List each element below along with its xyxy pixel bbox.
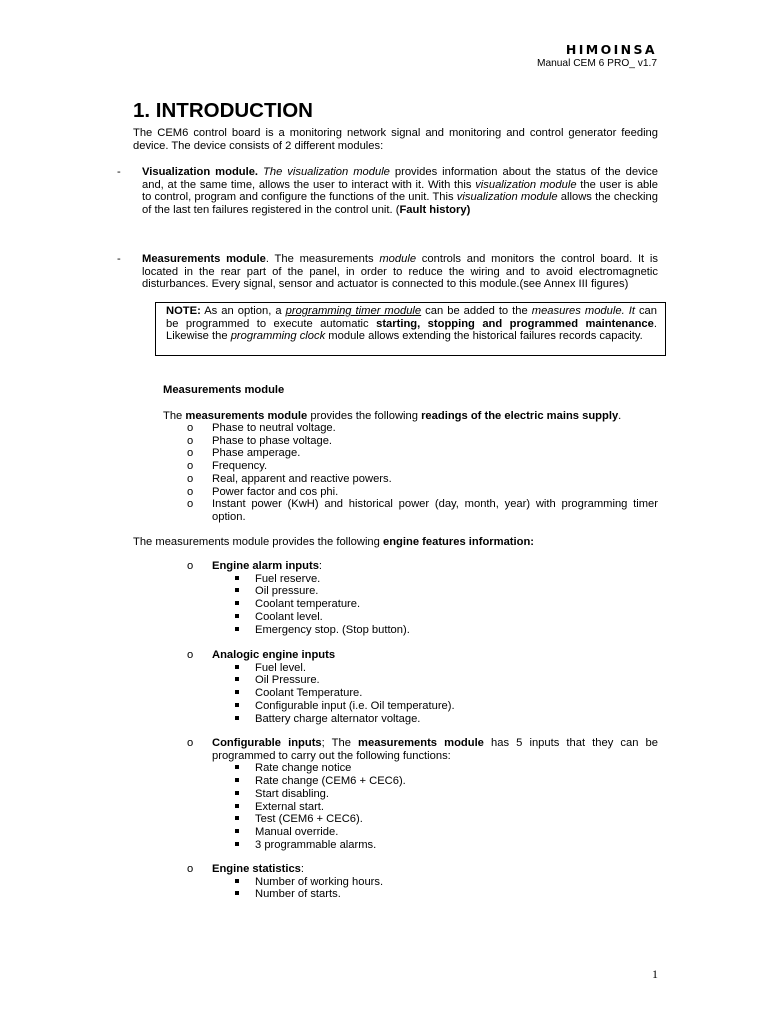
text-run: measures module. It (531, 305, 635, 317)
brand-logo: HIMOINSA (565, 42, 657, 57)
list-item (187, 498, 658, 523)
square-bullet-icon (235, 716, 239, 720)
list-item-text: Number of starts. (255, 888, 341, 901)
text-run: can be programmed to execute automatic (166, 305, 657, 330)
measurements-label: Measurements module (142, 253, 266, 265)
page-title: 1. INTRODUCTION (133, 99, 313, 122)
list-item-text: Phase amperage. (212, 447, 301, 460)
text-run: Analogic engine inputs (212, 649, 336, 661)
list-item (187, 460, 658, 473)
list-item-text: Oil pressure. (255, 585, 319, 598)
square-bullet-icon (235, 690, 239, 694)
list-item (187, 486, 658, 499)
note-label: NOTE: (166, 305, 201, 317)
text-run: Engine alarm inputs (212, 560, 319, 572)
page-number: 1 (652, 967, 658, 981)
square-bullet-icon (235, 576, 239, 580)
list-item-text: Real, apparent and reactive powers. (212, 472, 392, 485)
circle-bullet-icon: o (187, 447, 194, 460)
list-item (233, 585, 658, 598)
mains-intro (163, 410, 658, 423)
square-bullet-icon (235, 765, 239, 769)
list-item (233, 700, 658, 713)
square-bullet-icon (235, 665, 239, 669)
text-run: The (163, 410, 186, 422)
list-item (187, 447, 658, 460)
circle-bullet-icon: o (187, 649, 194, 661)
text-run: As an option, a (200, 305, 286, 317)
list-item-text: Configurable input (i.e. Oil temperature). (255, 699, 455, 712)
circle-bullet-icon: o (187, 560, 194, 572)
text-run: starting, stopping and programmed maintenance (376, 317, 654, 330)
visualization-paragraph (142, 166, 658, 217)
text-run: : (300, 863, 305, 875)
text-run: module (379, 253, 417, 265)
group-heading (187, 737, 658, 762)
engine-alarm-list (233, 573, 658, 637)
engine-intro (133, 536, 534, 549)
text-run: Engine statistics (212, 863, 301, 875)
fault-history-label: Fault history) (399, 204, 471, 217)
square-bullet-icon (235, 627, 239, 631)
text-run: visualization module (475, 178, 577, 191)
list-item (233, 775, 658, 788)
circle-bullet-icon: o (187, 498, 194, 511)
dash-marker: - (117, 253, 121, 265)
engine-statistics-list (233, 876, 658, 901)
list-item (233, 839, 658, 852)
circle-bullet-icon: o (187, 460, 194, 473)
mains-readings-list (187, 422, 658, 524)
square-bullet-icon (235, 842, 239, 846)
list-item (233, 687, 658, 700)
list-item-text: Emergency stop. (Stop button). (255, 623, 410, 636)
text-run: . Likewise the (166, 317, 657, 343)
configurable-inputs-list (233, 762, 658, 851)
text-run: readings of the electric mains supply (421, 410, 619, 422)
text-run: the user is able to control, program and configure the functions of the unit. This (142, 178, 658, 204)
list-item-text: External start. (255, 800, 325, 813)
text-run: measurements module (185, 410, 308, 422)
list-item-text: Oil Pressure. (255, 674, 320, 687)
list-item (233, 801, 658, 814)
group-heading (187, 560, 658, 573)
text-run: provides information about the status of the device and, at the same time, allows the user to interact with it. With this (142, 166, 658, 191)
square-bullet-icon (235, 614, 239, 618)
list-item (233, 713, 658, 726)
list-item-text: Coolant temperature. (255, 598, 361, 611)
list-item-text: Battery charge alternator voltage. (255, 712, 421, 725)
analogic-inputs-list (233, 662, 658, 726)
list-item (233, 662, 658, 675)
text-run: controls and monitors the control board. It is located in the rear part of the panel, in order to reduce the wiring and to avoid electromagnetic disturbances. Every signal, sensor and actuator is connected to this module.(see Annex III figures) (142, 253, 658, 291)
list-item (233, 876, 658, 889)
square-bullet-icon (235, 778, 239, 782)
engine-alarm-group (187, 560, 658, 636)
list-item-text: Manual override. (255, 825, 339, 838)
square-bullet-icon (235, 601, 239, 605)
list-item-text: Power factor and cos phi. (212, 485, 339, 498)
text-run: The visualization module (263, 166, 390, 178)
text-run: has 5 inputs that they can be programmed to carry out the following functions: (212, 737, 658, 762)
visualization-label: Visualization module. (142, 166, 259, 178)
list-item-text: Test (CEM6 + CEC6). (255, 813, 363, 826)
list-item-text: Fuel level. (255, 661, 306, 674)
square-bullet-icon (235, 829, 239, 833)
square-bullet-icon (235, 879, 239, 883)
circle-bullet-icon: o (187, 434, 194, 447)
list-item-text: Rate change notice (255, 762, 352, 775)
programming-timer-link[interactable]: programming timer module (285, 305, 422, 317)
text-run: Configurable inputs (212, 737, 322, 749)
list-item (233, 888, 658, 901)
list-item-text: 3 programmable alarms. (255, 838, 377, 851)
list-item-text: Instant power (KwH) and historical power (day, month, year) with programming timer option. (212, 498, 658, 523)
intro-paragraph: The CEM6 control board is a monitoring network signal and monitoring and control generator feeding device. The device consists of 2 different modules: (133, 127, 658, 152)
manual-version: Manual CEM 6 PRO_ v1.7 (536, 58, 657, 69)
list-item (233, 611, 658, 624)
list-item (233, 813, 658, 826)
group-heading (187, 649, 658, 662)
engine-statistics-group (187, 863, 658, 901)
list-item-text: Coolant Temperature. (255, 687, 363, 700)
circle-bullet-icon: o (187, 422, 194, 434)
list-item (233, 598, 658, 611)
square-bullet-icon (235, 677, 239, 681)
list-item-text: Phase to phase voltage. (212, 434, 333, 447)
dash-marker: - (117, 166, 121, 178)
list-item (233, 826, 658, 839)
list-item (187, 473, 658, 486)
configurable-inputs-group (187, 737, 658, 851)
list-item-text: Number of working hours. (255, 875, 384, 888)
note-box (155, 302, 666, 356)
square-bullet-icon (235, 703, 239, 707)
list-item (187, 422, 658, 435)
text-run: visualization module (456, 191, 558, 204)
square-bullet-icon (235, 588, 239, 592)
text-run: ; The (321, 737, 359, 749)
text-run: : (318, 560, 323, 572)
square-bullet-icon (235, 804, 239, 808)
list-item (233, 624, 658, 637)
square-bullet-icon (235, 816, 239, 820)
text-run: . The measurements (265, 253, 380, 265)
list-item-text: Fuel reserve. (255, 572, 321, 585)
text-run: engine features information: (382, 536, 535, 548)
list-item-text: Start disabling. (255, 787, 330, 800)
list-item (233, 762, 658, 775)
text-run: . (618, 410, 622, 422)
section-heading: Measurements module (163, 384, 285, 396)
text-run: module allows extending the historical failures records capacity. (325, 330, 643, 343)
square-bullet-icon (235, 791, 239, 795)
list-item-text: Coolant level. (255, 610, 323, 623)
text-run: can be added to the (421, 305, 532, 317)
measurements-paragraph (142, 253, 658, 291)
text-run: provides the following (307, 410, 422, 422)
square-bullet-icon (235, 891, 239, 895)
text-run: programming clock (230, 330, 326, 343)
list-item-text: Rate change (CEM6 + CEC6). (255, 775, 406, 788)
list-item (233, 788, 658, 801)
text-run: measurements module (358, 737, 484, 749)
text-run: allows the checking of the last ten failures registered in the control unit. ( (142, 191, 658, 217)
circle-bullet-icon: o (187, 472, 194, 485)
group-heading (187, 863, 658, 876)
circle-bullet-icon: o (187, 863, 194, 875)
text-run: The measurements module provides the following (133, 536, 383, 548)
list-item-text: Frequency. (212, 460, 268, 473)
list-item (233, 573, 658, 586)
circle-bullet-icon: o (187, 737, 194, 749)
list-item-text: Phase to neutral voltage. (212, 422, 336, 434)
list-item (187, 435, 658, 448)
analogic-inputs-group (187, 649, 658, 725)
list-item (233, 674, 658, 687)
circle-bullet-icon: o (187, 485, 194, 498)
